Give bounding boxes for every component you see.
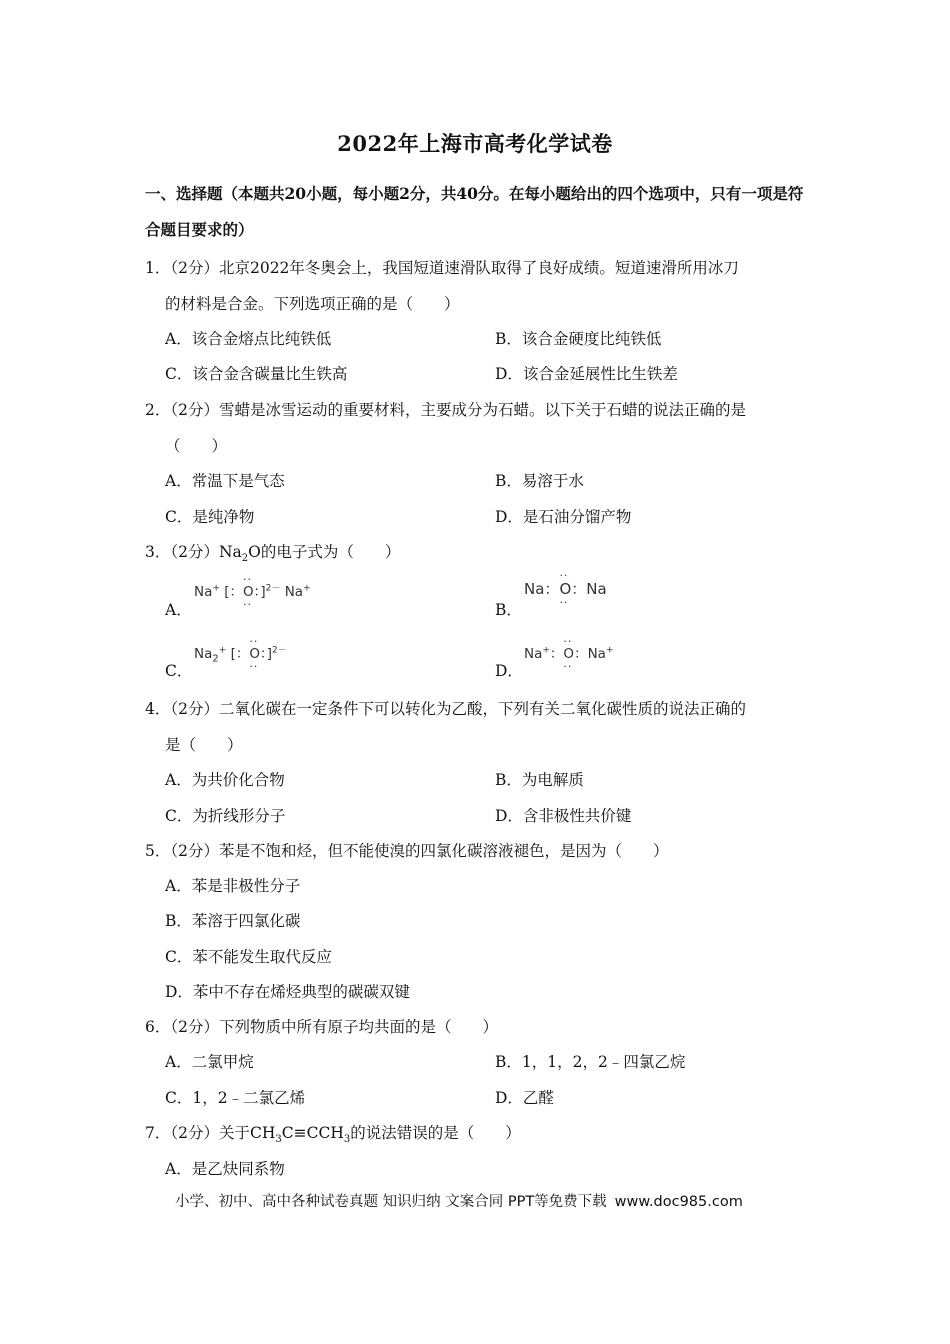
q3-na: Na [218,543,242,561]
q5-option-d: D．苯中不存在烯烃典型的碳碳双键 [165,983,410,1001]
q1-option-d: D．该合金延展性比生铁差 [495,365,678,383]
q3-number: 3．（2分） [145,543,219,561]
formula-a-bracket-right: ：] [253,584,266,600]
formula-d-na1: Na [524,646,543,662]
q6-option-d: D．乙醛 [495,1089,554,1107]
formula-b [524,578,607,599]
q2-option-d: D．是石油分馏产物 [495,508,632,526]
formula-a-na2: Na [284,584,304,600]
q3-rest: 的电子式为（ ） [260,543,401,561]
q5-option-b: B．苯溶于四氯化碳 [165,912,301,930]
formula-b-na2: Na [586,580,607,598]
q2-stem-line2: （ ） [165,437,228,455]
q7-number: 7．（2分）关于 [145,1124,250,1142]
q6-option-c: C．1，2﹣二氯乙烯 [165,1089,306,1107]
formula-d-colon1: ： [549,646,564,662]
q7-rest: 的说法错误的是（ ） [350,1124,521,1142]
footer-text: 小学、初中、高中各种试卷真题 知识归纳 文案合同 PPT等免费下载 [175,1194,607,1210]
q3-sub: 2 [241,553,249,565]
q3-option-b-label: B． [495,601,522,619]
formula-d-oxygen: ·· O ·· [563,646,574,662]
formula-c-plus: + [218,645,227,656]
q1-option-b: B．该合金硬度比纯铁低 [495,330,662,348]
formula-c-charge: 2－ [272,645,287,656]
formula-a-charge: 2－ [265,583,281,594]
q4-option-c: C．为折线形分子 [165,807,286,825]
q6-option-b: B．1，1，2，2﹣四氯乙烷 [495,1053,686,1071]
formula-b-colon1: ： [544,580,560,598]
formula-d-colon2: ： [574,646,588,662]
q7-option-a: A．是乙炔同系物 [165,1160,285,1178]
q4-option-a: A．为共价化合物 [165,771,285,789]
q4-stem-line1: 4．（2分）二氧化碳在一定条件下可以转化为乙酸，下列有关二氧化碳性质的说法正确的 [145,700,746,718]
formula-c-bracket-right: ：] [260,646,273,662]
q7-sub2: 3 [343,1134,351,1146]
q7-mid: C≡CCH [281,1124,344,1142]
formula-d-na2: Na [587,646,606,662]
section-heading: 一、选择题（本题共20小题，每小题2分，共40分。在每小题给出的四个选项中，只有一项是符合题目要求的） [145,184,804,239]
page-title: 2022年上海市高考化学试卷 [337,131,613,156]
q3-option-a-label: A． [165,601,192,619]
formula-b-na1: Na [524,580,545,598]
footer-banner [175,1190,743,1211]
q6-option-a: A．二氯甲烷 [165,1053,254,1071]
q5-stem: 5．（2分）苯是不饱和烃，但不能使溴的四氯化碳溶液褪色，是因为（ ） [145,842,669,860]
formula-d-plus1: + [542,645,550,656]
formula-a-oxygen: ·· O ·· [243,584,254,600]
formula-a [194,580,311,600]
formula-c-bracket-left: [： [230,646,250,662]
q4-stem-line2: 是（ ） [165,736,243,754]
q3-option-d-label: D． [495,662,523,680]
formula-c-sub: 2 [212,653,219,665]
q2-option-c: C．是纯净物 [165,508,255,526]
q1-option-a: A．该合金熔点比纯铁低 [165,330,332,348]
q6-stem: 6．（2分）下列物质中所有原子均共面的是（ ） [145,1018,498,1036]
q3-stem [145,540,400,564]
formula-a-na1: Na [194,584,213,600]
q2-option-b: B．易溶于水 [495,472,584,490]
q3-option-c-label: C． [165,662,193,680]
formula-c-oxygen: ·· O ·· [249,646,260,662]
q7-sub1: 3 [275,1134,282,1146]
q7-stem [145,1121,521,1145]
q4-option-b: B．为电解质 [495,771,584,789]
q7-ch: CH [249,1124,276,1142]
formula-d [524,642,613,662]
formula-d-plus2: + [605,645,614,656]
formula-c [194,642,287,665]
formula-a-bracket-left: [： [224,584,243,600]
formula-a-plus1: + [212,583,220,594]
footer-url-link[interactable]: www.doc985.com [614,1194,743,1210]
formula-c-na: Na [194,646,213,662]
q1-option-c: C．该合金含碳量比生铁高 [165,365,348,383]
q2-stem-line1: 2．（2分）雪蜡是冰雪运动的重要材料，主要成分为石蜡。以下关于石蜡的说法正确的是 [145,401,746,419]
q1-stem-line2: 的材料是合金。下列选项正确的是（ ） [165,295,460,313]
q4-option-d: D．含非极性共价键 [495,807,632,825]
formula-b-oxygen: ·· O ·· [559,580,571,598]
q5-option-a: A．苯是非极性分子 [165,877,301,895]
q5-option-c: C．苯不能发生取代反应 [165,948,332,966]
q1-stem-line1: 1．（2分）北京2022年冬奥会上，我国短道速滑队取得了良好成绩。短道速滑所用冰刀 [145,259,739,277]
formula-b-colon2: ： [571,580,587,598]
q2-option-a: A．常温下是气态 [165,472,285,490]
q3-o: O [248,543,261,561]
formula-a-plus2: + [303,583,311,594]
